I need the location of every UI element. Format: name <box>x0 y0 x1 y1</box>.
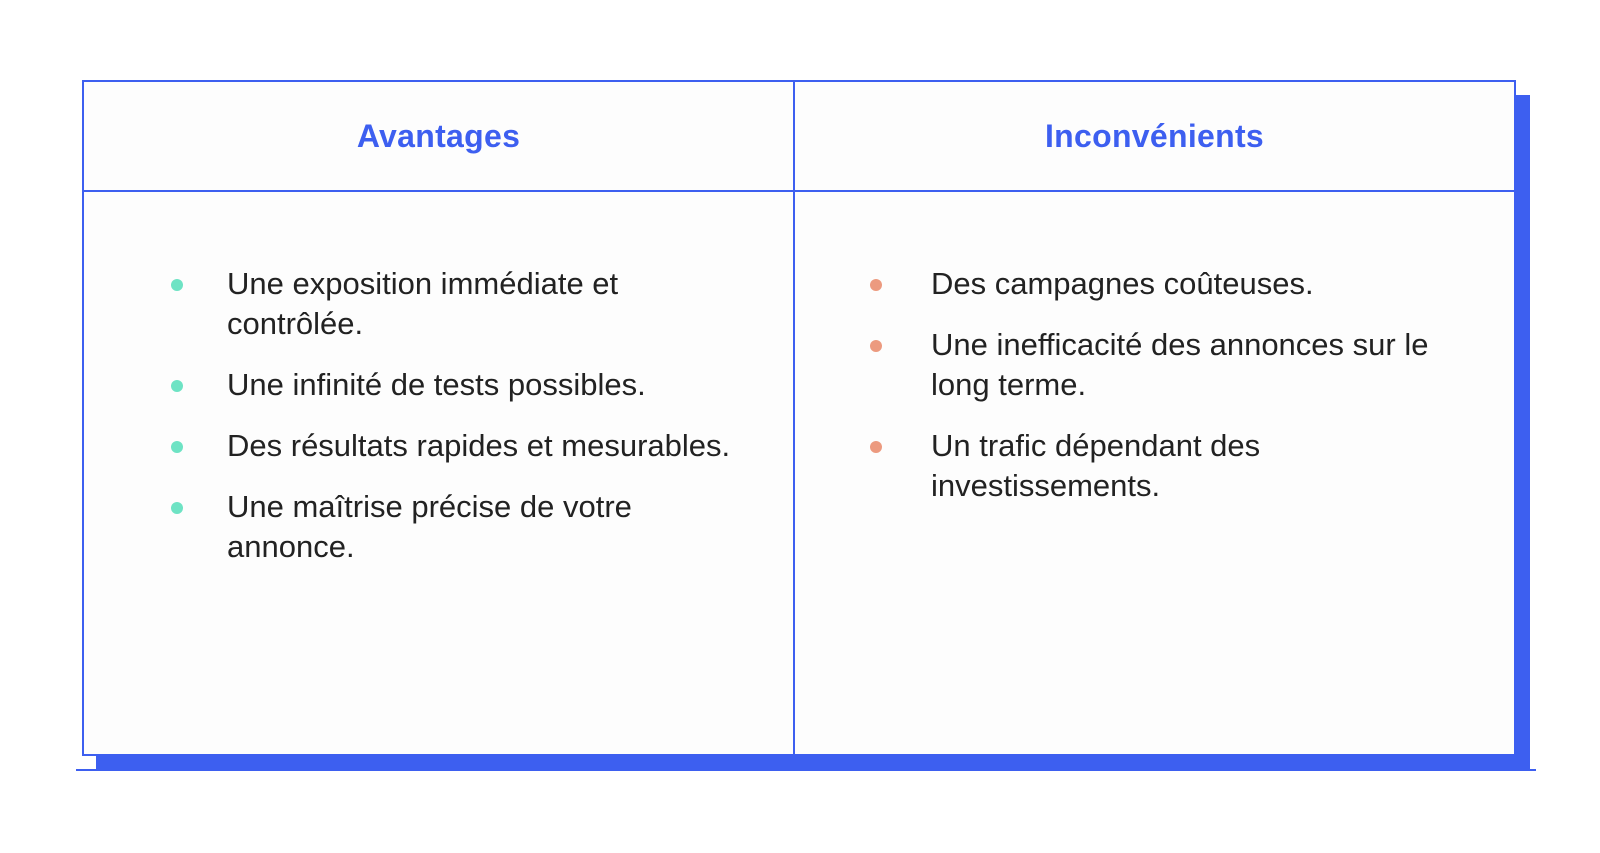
list-item <box>795 426 1514 506</box>
disadvantages-header <box>795 82 1514 192</box>
bullet-dot-icon <box>171 380 183 392</box>
bullet-dot-icon <box>870 340 882 352</box>
pros-cons-table <box>82 80 1516 756</box>
bottom-rule <box>76 769 1536 771</box>
advantages-header <box>84 82 795 192</box>
list-item <box>795 264 1514 304</box>
advantage-text: Une exposition immédiate et contrôlée. <box>227 266 619 341</box>
disadvantages-list <box>795 264 1514 506</box>
advantage-text: Une maîtrise précise de votre annonce. <box>227 489 632 564</box>
list-item <box>84 487 793 567</box>
advantages-list <box>84 264 793 567</box>
list-item <box>84 264 793 344</box>
disadvantage-text: Un trafic dépendant des investissements. <box>931 428 1261 503</box>
disadvantages-title: Inconvénients <box>1044 117 1265 154</box>
list-item <box>795 325 1514 405</box>
advantage-text: Une infinité de tests possibles. <box>227 367 646 402</box>
bullet-dot-icon <box>171 502 183 514</box>
bullet-dot-icon <box>171 279 183 291</box>
list-item <box>84 426 793 466</box>
disadvantage-text: Des campagnes coûteuses. <box>931 266 1314 301</box>
disadvantages-column <box>795 192 1514 754</box>
advantages-column <box>84 192 795 754</box>
list-item <box>84 365 793 405</box>
bullet-dot-icon <box>870 279 882 291</box>
advantage-text: Des résultats rapides et mesurables. <box>227 428 731 463</box>
bullet-dot-icon <box>171 441 183 453</box>
disadvantage-text: Une inefficacité des annonces sur le long terme. <box>931 327 1429 402</box>
advantages-title: Avantages <box>356 117 521 154</box>
bullet-dot-icon <box>870 441 882 453</box>
